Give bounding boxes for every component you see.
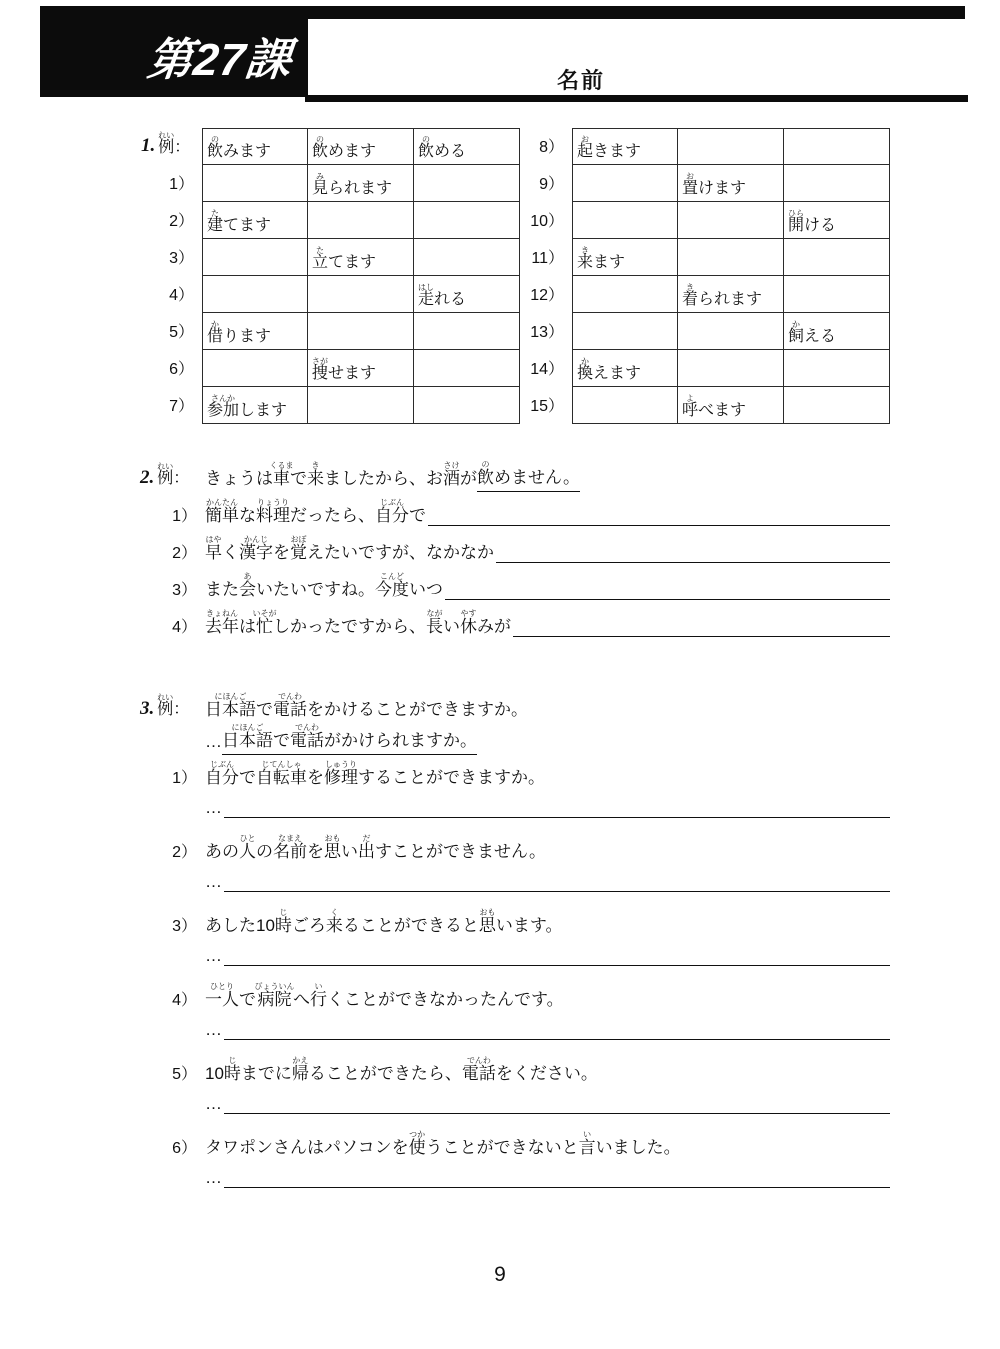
answer-cell-blank[interactable] xyxy=(784,350,890,387)
verb-cell: 立た てます xyxy=(308,239,414,276)
conjugation-row xyxy=(140,387,520,424)
worksheet-line xyxy=(140,563,890,600)
answer-cell-blank[interactable] xyxy=(308,387,414,424)
answer-cell-blank[interactable] xyxy=(572,313,678,350)
verb-cell: 借か ります xyxy=(202,313,308,350)
conjugation-row xyxy=(520,313,890,350)
item-number: 3） xyxy=(172,582,197,599)
row-number: 12） xyxy=(530,287,564,304)
answer-blank-line[interactable] xyxy=(428,523,890,526)
answer-cell-blank[interactable] xyxy=(572,387,678,424)
sentence-text: … xyxy=(205,798,222,817)
sentence-text: 早はやく漢字かんじを覚おぼえたいですが、なかなか xyxy=(205,535,494,562)
answer-blank-line[interactable] xyxy=(224,815,890,818)
sentence-text: 簡単かんたんな料理りょうりだったら、自分じぶんで xyxy=(205,498,426,525)
answer-blank-line[interactable] xyxy=(224,1185,890,1188)
conjugation-row xyxy=(140,239,520,276)
verb-cell: 呼よ べます xyxy=(678,387,784,424)
item-number: 2） xyxy=(172,545,197,562)
row-number: 10） xyxy=(530,213,564,230)
answer-cell-blank[interactable] xyxy=(414,387,520,424)
answer-blank-line[interactable] xyxy=(224,1037,890,1040)
answer-cell-blank[interactable] xyxy=(572,202,678,239)
conjugation-table-right xyxy=(520,128,890,424)
worksheet-line xyxy=(140,526,890,563)
answer-blank-line[interactable] xyxy=(496,560,890,563)
sentence-text: 日本語にほんごで電話でんわをかけることができますか。 xyxy=(205,692,528,719)
answer-blank-line[interactable] xyxy=(224,963,890,966)
row-number: 5） xyxy=(169,324,194,341)
conjugation-row xyxy=(520,202,890,239)
row-number: 11） xyxy=(531,250,564,267)
answer-cell-blank[interactable] xyxy=(784,276,890,313)
verb-cell: 換か えます xyxy=(572,350,678,387)
answer-cell-blank[interactable] xyxy=(202,350,308,387)
verb-cell: 見み られます xyxy=(308,165,414,202)
row-number: 15） xyxy=(530,398,564,415)
section-example-label: 1. 例れい ： xyxy=(141,131,191,156)
answer-cell-blank[interactable] xyxy=(202,239,308,276)
answer-cell-blank[interactable] xyxy=(414,239,520,276)
verb-cell: 建た てます xyxy=(202,202,308,239)
conjugation-row xyxy=(140,313,520,350)
name-underline xyxy=(305,95,968,102)
answer-cell-blank[interactable] xyxy=(678,128,784,165)
worksheet-line xyxy=(140,788,890,818)
worksheet-line xyxy=(140,1127,890,1158)
section-number: 2. xyxy=(140,467,155,488)
verb-cell: 飲の めます xyxy=(308,128,414,165)
verb-cell: 飼か える xyxy=(784,313,890,350)
page-number: 9 xyxy=(494,1263,506,1286)
row-number: 14） xyxy=(530,361,564,378)
answer-cell-blank[interactable] xyxy=(678,239,784,276)
verb-cell: 飲の みます xyxy=(202,128,308,165)
sentence-text: … xyxy=(205,946,222,965)
worksheet-line xyxy=(140,1158,890,1188)
answer-cell-blank[interactable] xyxy=(678,202,784,239)
worksheet-line xyxy=(140,1053,890,1084)
answer-cell-blank[interactable] xyxy=(414,350,520,387)
sentence-text: 自分じぶんで自転車じてんしゃを修理しゅうりすることができますか。 xyxy=(205,760,545,787)
sentence-text: きょうは車くるまで来きましたから、お酒さけが xyxy=(205,461,477,488)
row-number: 2） xyxy=(169,213,194,230)
verb-cell: 走はし れる xyxy=(414,276,520,313)
worksheet-line xyxy=(140,720,890,752)
answer-cell-blank[interactable] xyxy=(308,276,414,313)
conjugation-row xyxy=(140,165,520,202)
verb-cell: 飲の める xyxy=(414,128,520,165)
answer-cell-blank[interactable] xyxy=(414,202,520,239)
underlined-text: 飲のめません。 xyxy=(477,460,580,492)
section-2-sentence-completion xyxy=(140,452,890,637)
row-number: 1） xyxy=(169,176,194,193)
verb-cell: 起お きます xyxy=(572,128,678,165)
conjugation-row xyxy=(520,165,890,202)
verb-cell: 開ひら ける xyxy=(784,202,890,239)
answer-blank-line[interactable] xyxy=(224,889,890,892)
answer-cell-blank[interactable] xyxy=(678,350,784,387)
answer-cell-blank[interactable] xyxy=(784,128,890,165)
verb-cell: 置お けます xyxy=(678,165,784,202)
answer-cell-blank[interactable] xyxy=(414,165,520,202)
section-head: 2. 例れい： xyxy=(140,462,190,488)
conjugation-row xyxy=(520,128,890,165)
item-number: 1） xyxy=(172,508,197,525)
row-number: 8） xyxy=(539,139,564,156)
answer-cell-blank[interactable] xyxy=(678,313,784,350)
section-number: 3. xyxy=(140,698,155,719)
worksheet-line xyxy=(140,600,890,637)
verb-cell: 参加さんか します xyxy=(202,387,308,424)
answer-cell-blank[interactable] xyxy=(572,165,678,202)
verb-cell: 来き ます xyxy=(572,239,678,276)
sentence-text: … xyxy=(205,872,222,891)
sentence-text: … xyxy=(205,1020,222,1039)
section-head: 3. 例れい： xyxy=(140,693,190,719)
lesson-title-box xyxy=(40,6,308,97)
sentence-text: 10時じまでに帰かえることができたら、電話でんわをください。 xyxy=(205,1056,598,1083)
conjugation-row xyxy=(520,350,890,387)
underlined-text: 日本語にほんごで電話でんわがかけられますか。 xyxy=(222,723,477,755)
sentence-text: 一人ひとりで病院びょういんへ行いくことができなかったんです。 xyxy=(205,982,564,1009)
section-3-rewrite xyxy=(140,684,890,1188)
sentence-text: … xyxy=(205,732,222,751)
section-number: 1. xyxy=(141,135,156,156)
worksheet-line xyxy=(140,1084,890,1114)
answer-blank-line[interactable] xyxy=(513,634,890,637)
worksheet-line xyxy=(140,862,890,892)
section-1-conjugation xyxy=(140,128,890,424)
worksheet-line xyxy=(140,1010,890,1040)
sentence-text: あの人ひとの名前なまえを思おもい出だすことができません。 xyxy=(205,834,547,861)
worksheet-line xyxy=(140,936,890,966)
sentence-text: また会あいたいですね。今度こんどいつ xyxy=(205,572,443,599)
answer-cell-blank[interactable] xyxy=(784,239,890,276)
row-number: 7） xyxy=(169,398,194,415)
sentence-text: 去年きょねんは忙いそがしかったですから、長ながい休やすみが xyxy=(205,609,511,636)
worksheet-line xyxy=(140,684,890,720)
row-number: 3） xyxy=(169,250,194,267)
answer-cell-blank[interactable] xyxy=(308,313,414,350)
answer-cell-blank[interactable] xyxy=(572,276,678,313)
worksheet-line xyxy=(140,905,890,936)
sentence-text: … xyxy=(205,1094,222,1113)
conjugation-row xyxy=(520,239,890,276)
sentence-text: タワポンさんはパソコンを使つかうことができないと言いいました。 xyxy=(205,1130,681,1157)
sentence-text: … xyxy=(205,1168,222,1187)
conjugation-row xyxy=(140,128,520,165)
item-number: 4） xyxy=(172,992,197,1009)
verb-cell: 捜さが せます xyxy=(308,350,414,387)
item-number: 3） xyxy=(172,918,197,935)
row-number: 13） xyxy=(530,324,564,341)
answer-cell-blank[interactable] xyxy=(414,313,520,350)
answer-blank-line[interactable] xyxy=(224,1111,890,1114)
conjugation-table-left xyxy=(140,128,520,424)
item-number: 4） xyxy=(172,619,197,636)
sentence-text: あした10時じごろ来くることができると思おもいます。 xyxy=(205,908,563,935)
answer-cell-blank[interactable] xyxy=(784,165,890,202)
worksheet-line xyxy=(140,979,890,1010)
conjugation-row xyxy=(140,202,520,239)
row-number: 9） xyxy=(539,176,564,193)
name-label: 名前 xyxy=(557,68,606,93)
worksheet-line xyxy=(140,489,890,526)
item-number: 1） xyxy=(172,770,197,787)
conjugation-row xyxy=(140,276,520,313)
conjugation-row xyxy=(520,387,890,424)
row-number: 6） xyxy=(169,361,194,378)
answer-cell-blank[interactable] xyxy=(202,165,308,202)
answer-cell-blank[interactable] xyxy=(784,387,890,424)
conjugation-row xyxy=(520,276,890,313)
item-number: 2） xyxy=(172,844,197,861)
lesson-title: 第27課 xyxy=(144,34,295,85)
conjugation-row xyxy=(140,350,520,387)
worksheet-line xyxy=(140,452,890,489)
answer-blank-line[interactable] xyxy=(445,597,890,600)
item-number: 6） xyxy=(172,1140,197,1157)
verb-cell: 着き られます xyxy=(678,276,784,313)
answer-cell-blank[interactable] xyxy=(308,202,414,239)
worksheet-line xyxy=(140,757,890,788)
item-number: 5） xyxy=(172,1066,197,1083)
worksheet-line xyxy=(140,831,890,862)
row-number: 4） xyxy=(169,287,194,304)
answer-cell-blank[interactable] xyxy=(202,276,308,313)
